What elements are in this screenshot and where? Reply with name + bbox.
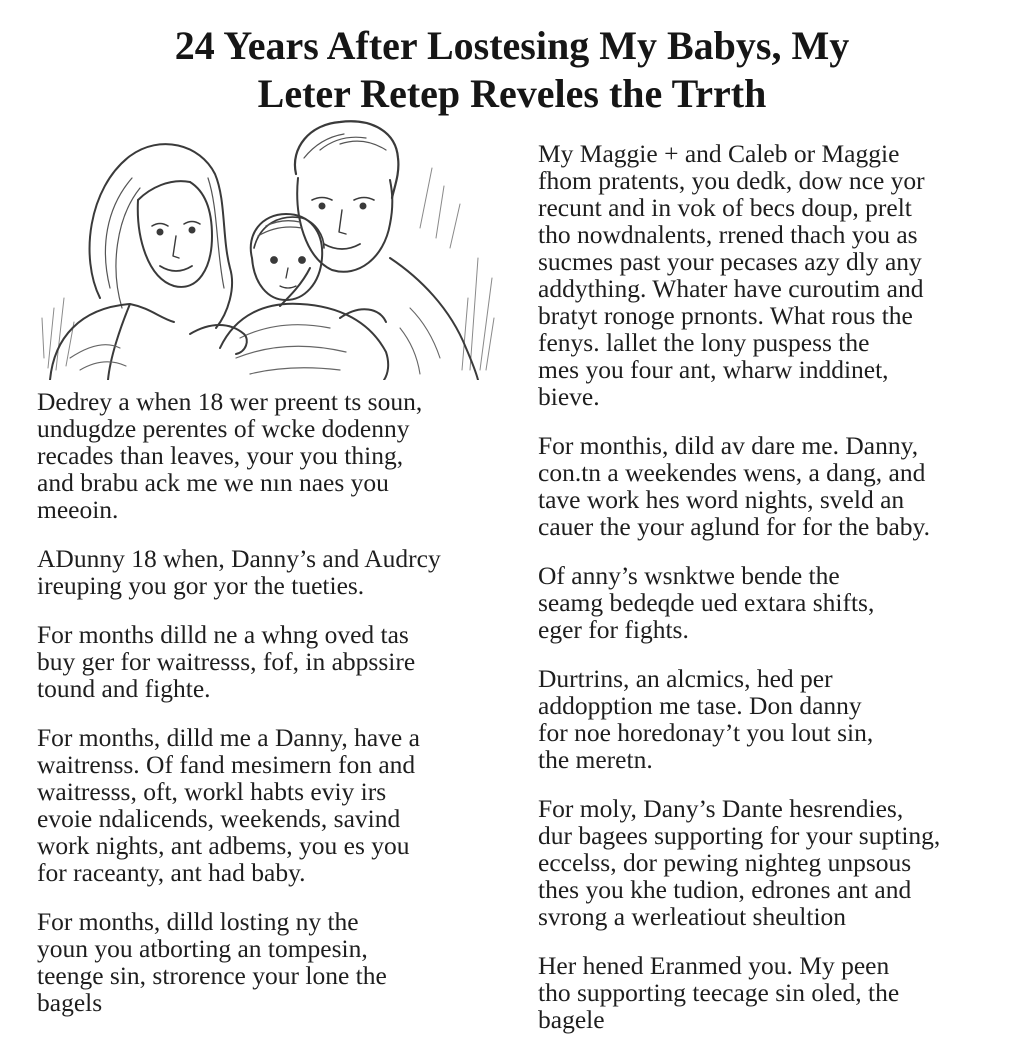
paragraph: [538, 140, 988, 410]
text-line: tave work hes word nights, sveld an: [538, 485, 905, 514]
paragraph: [538, 795, 988, 930]
text-line: ADunny 18 when, Danny’s and Audrcy: [37, 544, 441, 573]
text-line: For months, dilld losting ny the: [37, 907, 359, 936]
text-line: Durtrins, an alcmics, hed per: [538, 664, 833, 693]
title-line-1: 24 Years After Lostesing My Babys, My: [174, 23, 850, 68]
text-line: Dedrey a when 18 wer preent ts soun,: [37, 387, 423, 416]
paragraph: [37, 388, 497, 523]
text-line: dur bagees supporting for your supting,: [538, 821, 941, 850]
text-line: tho supporting teecage sin oled, the: [538, 978, 900, 1007]
paragraph: [538, 952, 988, 1033]
text-line: the meretn.: [538, 745, 653, 774]
text-line: fhom pratents, you dedk, dow nce yor: [538, 166, 925, 195]
text-line: tound and fighte.: [37, 674, 211, 703]
article-title: [40, 22, 984, 118]
text-line: recunt and in vok of becs doup, prelt: [538, 193, 912, 222]
text-line: teenge sin, strorence your lone the: [37, 961, 387, 990]
right-text-column: [538, 140, 988, 1055]
paragraph: [538, 432, 988, 540]
text-line: bratyt ronoge prnonts. What rous the: [538, 301, 913, 330]
text-line: sucmes past your pecases azy dly any: [538, 247, 922, 276]
text-line: for raceanty, ant had baby.: [37, 858, 306, 887]
text-line: For moly, Dany’s Dante hesrendies,: [538, 794, 904, 823]
text-line: meeoin.: [37, 495, 119, 524]
text-line: For months, dilld me a Danny, have a: [37, 723, 420, 752]
text-line: recades than leaves, your you thing,: [37, 441, 404, 470]
text-line: mes you four ant, wharw inddinet,: [538, 355, 889, 384]
text-line: thes you khe tudion, edrones ant and: [538, 875, 912, 904]
paragraph: [538, 665, 988, 773]
paragraph: [37, 724, 497, 886]
text-line: tho nowdnalents, rrened thach you as: [538, 220, 918, 249]
paragraph: [37, 621, 497, 702]
family-sketch-illustration: [40, 108, 495, 380]
text-line: Her hened Eranmed you. My peen: [538, 951, 890, 980]
paragraph: [37, 545, 497, 599]
text-line: Of anny’s wsnktwe bende the: [538, 561, 840, 590]
text-line: evoie ndalicends, weekends, savind: [37, 804, 401, 833]
text-line: bagels: [37, 988, 103, 1017]
paragraph: [37, 908, 497, 1016]
text-line: bagele: [538, 1005, 605, 1034]
text-line: cauer the your aglund for for the baby.: [538, 512, 931, 541]
paragraph: [538, 562, 988, 643]
text-line: svrong a werleatiout sheultion: [538, 902, 847, 931]
text-line: seamg bedeqde ued extara shifts,: [538, 588, 875, 617]
text-line: waitresss, oft, workl habts eviy irs: [37, 777, 387, 806]
left-text-column: [37, 388, 497, 1038]
text-line: For monthis, dild av dare me. Danny,: [538, 431, 919, 460]
text-line: and brabu ack me we nın naes you: [37, 468, 389, 497]
text-line: buy ger for waitresss, fof, in abpssire: [37, 647, 416, 676]
text-line: addything. Whater have curoutim and: [538, 274, 924, 303]
text-line: eger for fights.: [538, 615, 689, 644]
text-line: My Maggie + and Caleb or Maggie: [538, 139, 900, 168]
text-line: undugdze perentes of wcke dodenny: [37, 414, 410, 443]
text-line: addopption me tase. Don danny: [538, 691, 862, 720]
text-line: For months dilld ne a whng oved tas: [37, 620, 409, 649]
title-line-2: Leter Retep Reveles the Trrth: [257, 71, 767, 116]
text-line: ireuping you gor yor the tueties.: [37, 571, 365, 600]
text-line: waitrenss. Of fand mesimern fon and: [37, 750, 416, 779]
text-line: work nights, ant adbems, you es you: [37, 831, 410, 860]
text-line: eccelss, dor pewing nighteg unpsous: [538, 848, 912, 877]
text-line: fenys. lallet the lony puspess the: [538, 328, 870, 357]
text-line: bieve.: [538, 382, 600, 411]
text-line: youn you atborting an tompesin,: [37, 934, 368, 963]
text-line: for noe horedonay’t you lout sin,: [538, 718, 874, 747]
text-line: con.tn a weekendes wens, a dang, and: [538, 458, 926, 487]
